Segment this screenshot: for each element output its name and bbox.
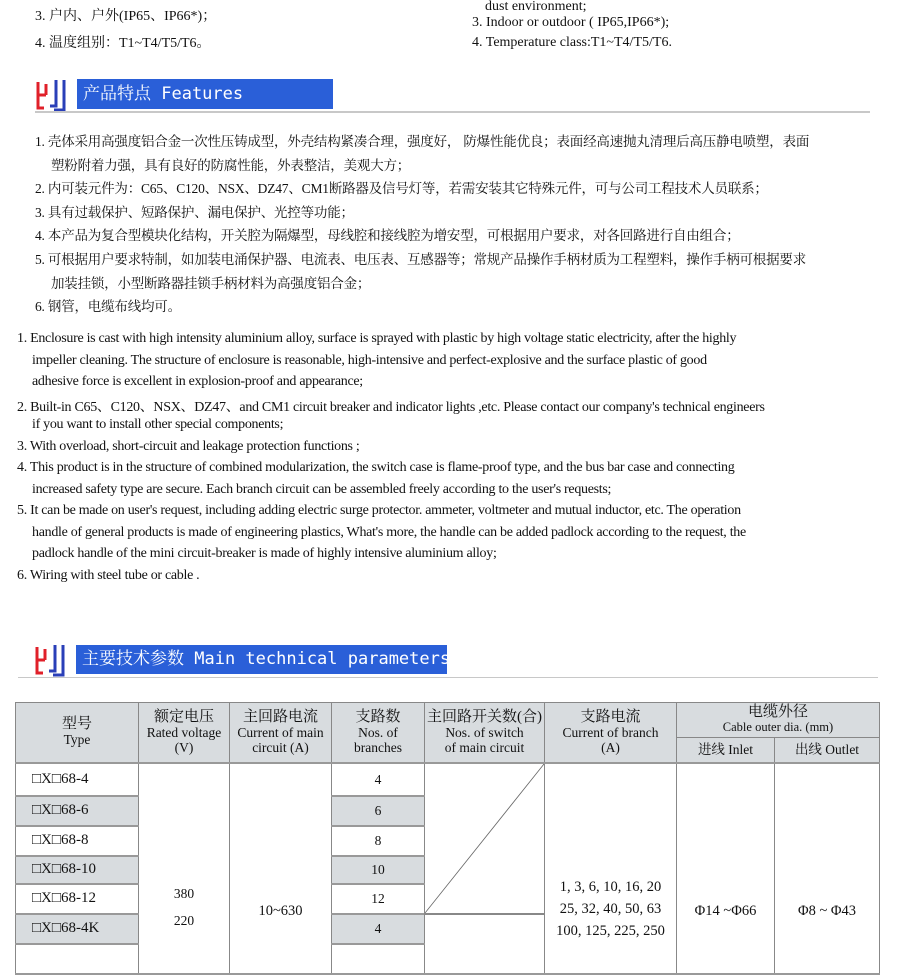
brand-logo-icon [36,78,68,112]
th-voltage: 额定电压 Rated voltage (V) [139,703,230,763]
params-heading: 主要技术参数 Main technical parameters [76,645,447,674]
feature-en-line: impeller cleaning. The structure of enclosure is reasonable, high-intensive and perfect-explosive and the surface plastic of good [32,352,707,368]
th-branches: 支路数 Nos. of branches [332,703,425,763]
feature-en-line: increased safety type are secure. Each branch circuit can be assembled freely according to the user's requests; [32,481,612,497]
feature-cn-line: 3. 具有过载保护、短路保护、漏电保护、光控等功能； [35,204,354,220]
th-switches: 主回路开关数(合) Nos. of switch of main circuit [425,703,545,763]
cell-type: □X□68-10 [16,856,139,884]
feature-en-line: 2. Built-in C65、C120、NSX、DZ47、and CM1 circuit breaker and indicator lights ,etc. Please contact our company's technical engineers [17,399,765,415]
cell-type: □X□68-8 [16,826,139,856]
feature-cn-line: 1. 壳体采用高强度铝合金一次性压铸成型，外壳结构紧凑合理，强度好， 防爆性能优良；表面经高速抛丸清理后高压静电喷塑，表面 [35,134,810,149]
feature-en-line: if you want to install other special components; [32,417,284,432]
top-right-line-4: 4. Temperature class:T1~T4/T5/T6. [472,35,672,50]
feature-cn-line: 6. 钢管，电缆布线均可。 [35,299,181,315]
top-left-line-3: 3. 户内、户外(IP65、IP66*)； [35,9,217,24]
cell-main-current: 10~630 [230,763,332,974]
feature-cn-line: 5. 可根据用户要求特制，如加装电涌保护器、电流表、电压表、互感器等；常规产品操作手柄材质为工程塑料，操作手柄可根据要求 [35,252,806,267]
feature-en-line: padlock handle of the mini circuit-breaker is made of highly intensive aluminium alloy; [32,546,497,561]
th-type: 型号 Type [16,703,139,763]
th-outlet: 出线 Outlet [775,738,880,763]
divider [18,677,878,678]
th-cable: 电缆外径 Cable outer dia. (mm) [677,703,880,738]
cell-branches: 10 [332,856,425,884]
cell-inlet: Φ14 ~Φ66 [677,763,775,974]
th-branch-current: 支路电流 Current of branch (A) [545,703,677,763]
cell-type: □X□68-12 [16,884,139,914]
cell-type: □X□68-6 [16,796,139,826]
cell-type [16,944,139,974]
feature-en-line: handle of general products is made of engineering plastics, What's more, the handle can be added padlock according to the request, the [32,524,746,540]
feature-en-line: 1. Enclosure is cast with high intensity aluminium alloy, surface is sprayed with plastic by high voltage static electricity, after the highly [17,331,737,346]
cell-branches: 4 [332,914,425,944]
divider [35,111,870,113]
feature-en-line: 5. It can be made on user's request, including adding electric surge protector. ammeter, voltmeter and mutual inductor, etc. The operation [17,503,741,518]
brand-logo-icon [35,643,67,677]
cut-text: dust environment; [485,0,587,14]
cell-voltage: 380 220 [139,763,230,974]
cell-branches: 8 [332,826,425,856]
cell-switches-na [425,763,545,914]
cell-branch-current: 1, 3, 6, 10, 16, 20 25, 32, 40, 50, 63 100, 125, 225, 250 [545,763,677,974]
cell-branches: 6 [332,796,425,826]
params-table [15,702,880,975]
features-heading: 产品特点 Features [77,79,333,109]
th-inlet: 进线 Inlet [677,738,775,763]
top-left-line-4: 4. 温度组别：T1~T4/T5/T6。 [35,36,211,51]
cell-switches [425,914,545,974]
feature-en-line: 4. This product is in the structure of combined modularization, the switch case is flame-proof type, and the bus bar case and connecting [17,460,735,475]
feature-cn-line: 2. 内可装元件为：C65、C120、NSX、DZ47、CM1断路器及信号灯等，若需安装其它特殊元件，可与公司工程技术人员联系； [35,181,768,197]
cell-outlet: Φ8 ~ Φ43 [775,763,880,974]
cell-type: □X□68-4 [16,763,139,796]
cell-branches: 4 [332,763,425,796]
diagonal-line [425,764,544,913]
cell-type: □X□68-4K [16,914,139,944]
top-right-line-3: 3. Indoor or outdoor ( IP65,IP66*); [472,15,670,30]
cell-branches [332,944,425,974]
feature-cn-line: 4. 本产品为复合型模块化结构，开关腔为隔爆型，母线腔和接线腔为增安型，可根据用户要求，对各回路进行自由组合； [35,228,740,244]
feature-cn-line: 加装挂锁，小型断路器挂锁手柄材料为高强度铝合金； [51,275,371,291]
cell-branches: 12 [332,884,425,914]
feature-en-line: 3. With overload, short-circuit and leakage protection functions ; [17,438,360,454]
feature-en-line: 6. Wiring with steel tube or cable . [17,567,200,583]
feature-en-line: adhesive force is excellent in explosion-proof and appearance; [32,374,363,389]
feature-cn-line: 塑粉附着力强，具有良好的防腐性能，外表整洁，美观大方； [51,157,411,173]
th-main-current: 主回路电流 Current of main circuit (A) [230,703,332,763]
